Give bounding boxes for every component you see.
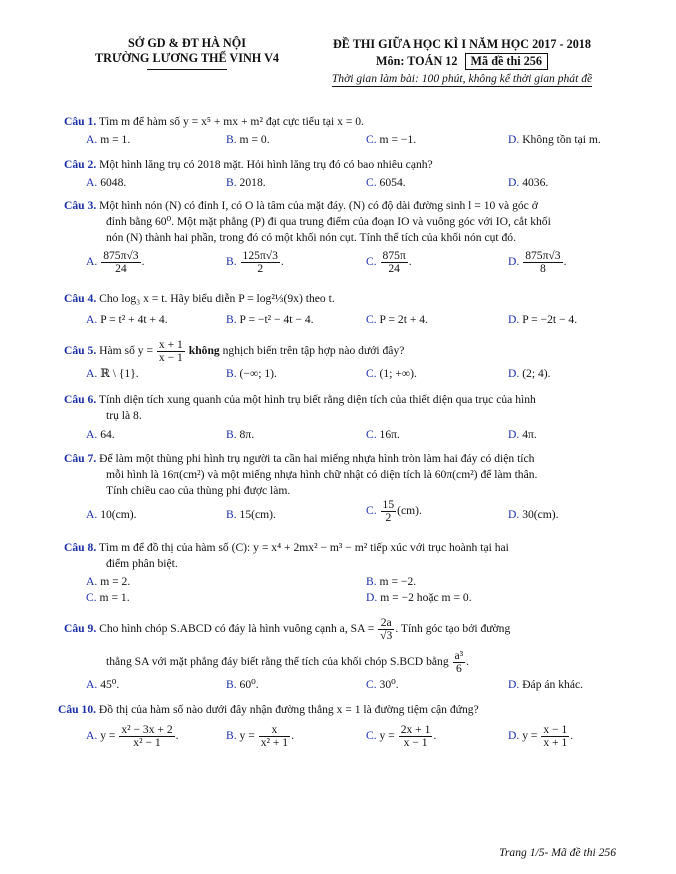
option-c <box>366 133 416 147</box>
option-text: m = −2. <box>379 575 417 588</box>
fraction <box>381 499 397 524</box>
option-text: 30⁰. <box>379 678 399 691</box>
numerator: 875π√3 <box>103 249 139 262</box>
question-text-line: mỗi hình là 16π(cm²) và một miếng nhựa hình chữ nhật có diện tích là 60π(cm²) để làm thân. <box>106 468 538 481</box>
denominator: x² − 1 <box>133 736 161 749</box>
numerator: a³ <box>454 649 464 662</box>
option-text: m = −1. <box>379 133 417 146</box>
option-c <box>86 591 130 605</box>
question-label: Câu 1. <box>64 115 97 128</box>
option-text: m = 1. <box>99 591 130 604</box>
option-label: C. <box>366 428 377 441</box>
question-text-line: nón (N) thành hai phần, trong đó có một khối nón cụt. Tính thể tích của khối nón cụt đó. <box>106 231 517 244</box>
question-text: . Tính góc tạo bởi đường <box>395 622 511 636</box>
option-b <box>366 575 416 589</box>
numerator: x² − 3x + 2 <box>121 723 173 736</box>
page-footer: Trang 1/5- Mã đề thi 256 <box>499 846 616 859</box>
option-b <box>226 428 254 442</box>
option-a <box>86 575 130 589</box>
fraction <box>523 250 562 275</box>
denominator: x + 1 <box>543 736 568 749</box>
question-text-line: điểm phân biệt. <box>106 557 178 570</box>
option-prefix: y = <box>379 729 395 743</box>
option-text: P = t² + 4t + 4. <box>100 313 168 326</box>
option-text: P = −t² − 4t − 4. <box>239 313 314 326</box>
question-text: Một hình lăng trụ có 2018 mặt. Hỏi hình lăng trụ đó có bao nhiêu cạnh? <box>99 158 433 171</box>
question-text: Một hình nón (N) có đỉnh I, có O là tâm của mặt đáy. (N) có độ dài đường sinh l = 10 và góc ở <box>99 199 538 212</box>
option-d: D. $\frac{875\pi√3}{8}$ . <box>508 249 567 275</box>
option-label: A. <box>86 729 98 743</box>
option-c <box>366 428 400 442</box>
fraction <box>259 724 290 749</box>
option-text: 15(cm). <box>239 508 276 521</box>
fraction <box>119 724 174 749</box>
option-label: A. <box>86 176 98 189</box>
option-label: C. <box>366 729 377 743</box>
option-label: B. <box>226 508 237 521</box>
question-label: Câu 8. <box>64 541 97 554</box>
option-label: B. <box>226 678 237 691</box>
option-text: Đáp án khác. <box>522 678 584 691</box>
option-label: B. <box>226 176 237 189</box>
option-label: A. <box>86 255 98 269</box>
option-text: 64. <box>100 428 115 441</box>
option-label: B. <box>226 729 237 743</box>
question-8 <box>64 541 509 555</box>
option-label: A. <box>86 428 98 441</box>
option-a <box>86 428 115 442</box>
option-label: A. <box>86 133 98 146</box>
option-prefix: y = <box>522 729 538 743</box>
option-label: D. <box>508 313 520 326</box>
option-b <box>226 176 266 190</box>
option-a: A. y = $\frac{\text{x² − 3x + 2}}{\text{x² − 1}}$ . <box>86 723 179 749</box>
question-2 <box>64 158 433 172</box>
option-a <box>86 367 139 381</box>
emphasis: không <box>188 344 220 358</box>
option-text: (1; +∞). <box>379 367 417 380</box>
option-text: Không tồn tại m. <box>522 133 601 146</box>
question-label: Câu 7. <box>64 452 97 465</box>
option-text: 6048. <box>100 176 127 189</box>
denominator: x² + 1 <box>260 736 289 749</box>
option-c: C. $\frac{875\pi}{24}$ . <box>366 249 412 275</box>
option-label: B. <box>366 575 377 588</box>
numerator: 875π√3 <box>525 249 561 262</box>
option-label: A. <box>86 313 98 326</box>
option-b <box>226 678 259 692</box>
question-text-line: trụ là 8. <box>106 409 142 422</box>
option-a <box>86 176 126 190</box>
question-text: Cho hình chóp S.ABCD có đáy là hình vuông cạnh a, SA = <box>99 622 375 636</box>
denominator: 24 <box>115 262 127 275</box>
option-text: 60⁰. <box>239 678 259 691</box>
option-label: D. <box>508 678 520 691</box>
option-prefix: y = <box>100 729 116 743</box>
question-text: Đồ thị của hàm số nào dưới đây nhận đường thẳng x = 1 là đường tiệm cận đứng? <box>98 703 479 716</box>
option-label: D. <box>508 133 520 146</box>
option-a <box>86 133 130 147</box>
option-d <box>508 176 548 190</box>
school-header <box>82 36 292 70</box>
option-d <box>508 367 551 381</box>
option-text: P = −2t − 4. <box>522 313 578 326</box>
fraction <box>541 724 569 749</box>
option-label: B. <box>226 313 237 326</box>
option-text: 10(cm). <box>100 508 137 521</box>
option-a <box>86 678 119 692</box>
option-text: 16π. <box>379 428 400 441</box>
question-text: Tính diện tích xung quanh của một hình trụ biết rằng diện tích của thiết diện qua trục của hình <box>98 393 536 406</box>
option-b <box>226 367 277 381</box>
question-text-line: Tính chiều cao của thùng phi được làm. <box>106 484 291 497</box>
numerator: 15 <box>382 498 395 511</box>
question-1 <box>64 115 364 129</box>
option-text: (2; 4). <box>522 367 551 380</box>
numerator: x + 1 <box>158 338 183 351</box>
option-label: C. <box>366 255 377 269</box>
question-text: thẳng SA với mặt phẳng đáy biết rằng thể tích của khối chóp S.BCD bằng <box>106 655 449 669</box>
option-label: D. <box>508 176 520 189</box>
numerator: 2a <box>378 617 394 630</box>
option-text: 45⁰. <box>100 678 120 691</box>
question-7 <box>64 452 534 466</box>
question-3 <box>64 199 538 213</box>
option-label: D. <box>508 428 520 441</box>
question-text: nghịch biến trên tập hợp nào dưới đây? <box>222 344 405 358</box>
option-c: C. y = $\frac{2x + 1}{x - 1}$ . <box>366 723 437 749</box>
question-5 <box>64 339 404 364</box>
question-text: Tìm m để hàm số y = x⁵ + mx + m² đạt cực tiểu tại x = 0. <box>98 115 364 128</box>
option-b: B. $\frac{125\pi√3}{2}$ . <box>226 249 284 275</box>
question-label: Câu 3. <box>64 199 97 212</box>
time-note: Thời gian làm bài: 100 phút, không kể thời gian phát đề <box>331 72 593 85</box>
option-text: m = −2 hoặc m = 0. <box>380 591 472 604</box>
subject-line <box>308 53 616 70</box>
question-label: Câu 2. <box>64 158 97 171</box>
numerator: 2x + 1 <box>400 723 431 736</box>
option-label: D. <box>366 591 378 604</box>
option-text: 6054. <box>379 176 406 189</box>
numerator: x <box>259 724 290 737</box>
question-text-line: đỉnh bằng 60⁰. Một mặt phẳng (P) đi qua trung điểm của đoạn IO và vuông góc với IO, cắt khối <box>106 215 551 228</box>
question-6 <box>64 393 536 407</box>
fraction <box>453 650 466 675</box>
option-text: m = 2. <box>100 575 131 588</box>
option-label: B. <box>226 367 237 380</box>
option-d <box>508 133 601 147</box>
option-text: m = 0. <box>239 133 270 146</box>
option-b <box>226 508 276 522</box>
option-a <box>86 313 168 327</box>
option-text: 30(cm). <box>522 508 559 521</box>
option-label: C. <box>366 176 377 189</box>
numerator: 875π <box>382 249 406 262</box>
denominator: 2 <box>385 511 392 524</box>
question-label: Câu 4. <box>64 292 97 305</box>
option-b: B. y = $\frac{x}{\text{x² + 1}}$ . <box>226 723 294 749</box>
fraction <box>101 250 140 275</box>
fraction <box>378 617 394 642</box>
option-prefix: y = <box>239 729 255 743</box>
question-text: Tìm m để đồ thị của hàm số (C): y = x⁴ + 2mx² − m³ − m² tiếp xúc với trục hoành tại hai <box>98 541 509 554</box>
option-d <box>508 428 537 442</box>
denominator: 24 <box>388 262 400 275</box>
option-c <box>366 678 399 692</box>
question-9 <box>64 617 510 642</box>
fraction <box>241 250 280 275</box>
option-text: 8π. <box>239 428 255 441</box>
option-a: A. $\frac{875\pi√3}{24}$ . <box>86 249 145 275</box>
option-label: D. <box>508 729 520 743</box>
option-text: 4036. <box>522 176 549 189</box>
option-text: P = 2t + 4. <box>379 313 428 326</box>
option-c <box>366 176 406 190</box>
question-label: Câu 10. <box>58 703 97 716</box>
option-label: C. <box>86 591 97 604</box>
numerator: x − 1 <box>543 723 568 736</box>
numerator: 125π√3 <box>242 249 278 262</box>
fraction <box>381 250 408 275</box>
option-label: A. <box>86 508 98 521</box>
option-text: (−∞; 1). <box>239 367 277 380</box>
question-text: Để làm một thùng phi hình trụ người ta cần hai miếng nhựa hình tròn làm hai đáy có diện tích <box>99 452 535 465</box>
option-a <box>86 508 137 522</box>
option-d <box>508 508 559 522</box>
denominator: 6 <box>455 662 462 675</box>
denominator: √3 <box>380 629 393 642</box>
option-label: D. <box>508 367 520 380</box>
option-label: C. <box>366 678 377 691</box>
option-text: ℝ \ {1}. <box>100 367 139 380</box>
option-c <box>366 499 422 524</box>
option-d <box>508 678 583 692</box>
option-label: A. <box>86 678 98 691</box>
question-text: Cho log₃ x = t. Hãy biểu diễn P = log²⅓(9x) theo t. <box>99 292 335 305</box>
exam-code: Mã đề thi 256 <box>465 53 548 70</box>
option-d <box>508 313 577 327</box>
option-suffix: (cm). <box>397 504 422 518</box>
header-divider <box>147 69 227 70</box>
question-label: Câu 9. <box>64 622 97 636</box>
subject: Môn: TOÁN 12 <box>376 54 458 68</box>
school-name: TRƯỜNG LƯƠNG THẾ VINH V4 <box>95 51 279 65</box>
question-text-line: thẳng SA với mặt phẳng đáy biết rằng thể tích của khối chóp S.BCD bằng $\frac{\text{a³}}{6}$ . <box>106 649 470 675</box>
option-label: A. <box>86 575 98 588</box>
question-text: Hàm số y = <box>99 344 154 358</box>
option-text: 2018. <box>239 176 266 189</box>
option-c <box>366 367 417 381</box>
option-b <box>226 313 314 327</box>
option-label: D. <box>508 508 520 521</box>
option-label: B. <box>226 133 237 146</box>
option-label: A. <box>86 367 98 380</box>
denominator: 8 <box>539 262 546 275</box>
question-10 <box>58 703 479 717</box>
exam-header <box>308 36 616 87</box>
option-label: D. <box>508 255 520 269</box>
option-label: C. <box>366 504 377 518</box>
option-text: 4π. <box>522 428 537 441</box>
denominator: x − 1 <box>403 736 428 749</box>
fraction <box>399 724 433 749</box>
option-d: D. y = $\frac{x - 1}{x + 1}$ . <box>508 723 574 749</box>
option-d <box>366 591 472 605</box>
option-c <box>366 313 428 327</box>
question-4 <box>64 292 335 306</box>
denominator: x − 1 <box>158 351 183 364</box>
fraction <box>157 339 185 364</box>
option-label: B. <box>226 255 237 269</box>
denominator: 2 <box>257 262 264 275</box>
option-label: C. <box>366 133 377 146</box>
option-label: C. <box>366 313 377 326</box>
department-name: SỞ GD & ĐT HÀ NỘI <box>128 36 246 50</box>
option-b <box>226 133 270 147</box>
option-label: C. <box>366 367 377 380</box>
question-label: Câu 5. <box>64 344 97 358</box>
option-text: m = 1. <box>100 133 131 146</box>
exam-title: ĐỀ THI GIỮA HỌC KÌ I NĂM HỌC 2017 - 2018 <box>333 37 591 51</box>
question-label: Câu 6. <box>64 393 97 406</box>
option-label: B. <box>226 428 237 441</box>
